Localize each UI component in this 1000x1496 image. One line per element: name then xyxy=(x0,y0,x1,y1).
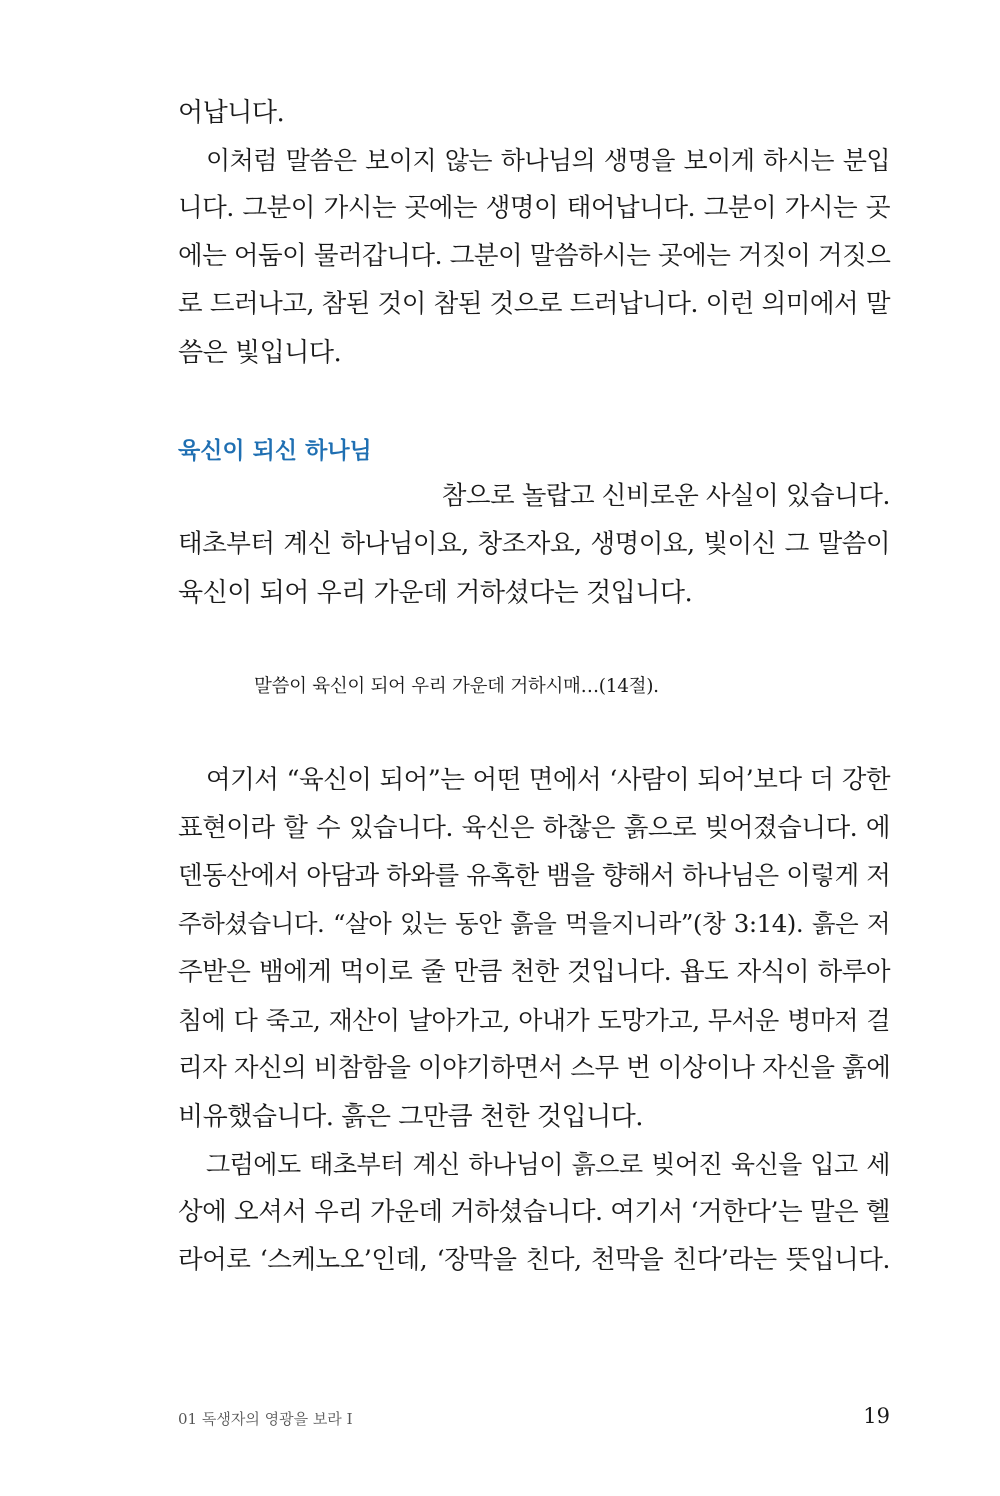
text-line: 여기서 “육신이 되어”는 어떤 면에서 ‘사람이 되어’보다 더 강한 xyxy=(206,765,890,795)
text-line: 로 드러나고, 참된 것이 참된 것으로 드러납니다. 이런 의미에서 말 xyxy=(178,289,890,319)
text-line: 참으로 놀랍고 신비로운 사실이 있습니다. xyxy=(441,481,890,511)
text-line: 에는 어둠이 물러갑니다. 그분이 말씀하시는 곳에는 거짓이 거짓으 xyxy=(178,241,891,271)
text-line: 리자 자신의 비참함을 이야기하면서 스무 번 이상이나 자신을 흙에 xyxy=(178,1053,891,1083)
text-line: 라어로 ‘스케노오’인데, ‘장막을 친다, 천막을 친다’라는 뜻입니다. xyxy=(178,1245,890,1275)
text-line: 상에 오셔서 우리 가운데 거하셨습니다. 여기서 ‘거한다’는 말은 헬 xyxy=(178,1197,890,1227)
text-line: 그럼에도 태초부터 계신 하나님이 흙으로 빚어진 육신을 입고 세 xyxy=(206,1150,890,1179)
running-footer-chapter: 01 독생자의 영광을 보라 Ⅰ xyxy=(178,1410,353,1428)
text-line: 육신이 되어 우리 가운데 거하셨다는 것입니다. xyxy=(178,578,693,608)
text-line: 태초부터 계신 하나님이요, 창조자요, 생명이요, 빛이신 그 말씀이 xyxy=(178,529,890,559)
page-number: 19 xyxy=(863,1404,890,1428)
text-line: 어납니다. xyxy=(178,98,285,128)
text-line: 덴동산에서 아담과 하와를 유혹한 뱀을 향해서 하나님은 이렇게 저 xyxy=(178,861,891,891)
text-line: 침에 다 죽고, 재산이 날아가고, 아내가 도망가고, 무서운 병마저 걸 xyxy=(178,1006,890,1035)
text-line: 씀은 빛입니다. xyxy=(178,338,342,368)
scripture-quote: 말씀이 육신이 되어 우리 가운데 거하시매…(14절). xyxy=(254,676,659,697)
text-line: 주하셨습니다. “살아 있는 동안 흙을 먹을지니라”(창 3:14). 흙은 저 xyxy=(178,909,890,938)
text-line: 이처럼 말씀은 보이지 않는 하나님의 생명을 보이게 하시는 분입 xyxy=(206,146,890,175)
text-line: 니다. 그분이 가시는 곳에는 생명이 태어납니다. 그분이 가시는 곳 xyxy=(178,193,890,223)
text-line: 표현이라 할 수 있습니다. 육신은 하찮은 흙으로 빚어졌습니다. 에 xyxy=(178,813,890,843)
text-line: 비유했습니다. 흙은 그만큼 천한 것입니다. xyxy=(178,1102,644,1132)
section-heading: 육신이 되신 하나님 xyxy=(178,438,372,464)
text-line: 주받은 뱀에게 먹이로 줄 만큼 천한 것입니다. 욥도 자식이 하루아 xyxy=(178,957,890,987)
